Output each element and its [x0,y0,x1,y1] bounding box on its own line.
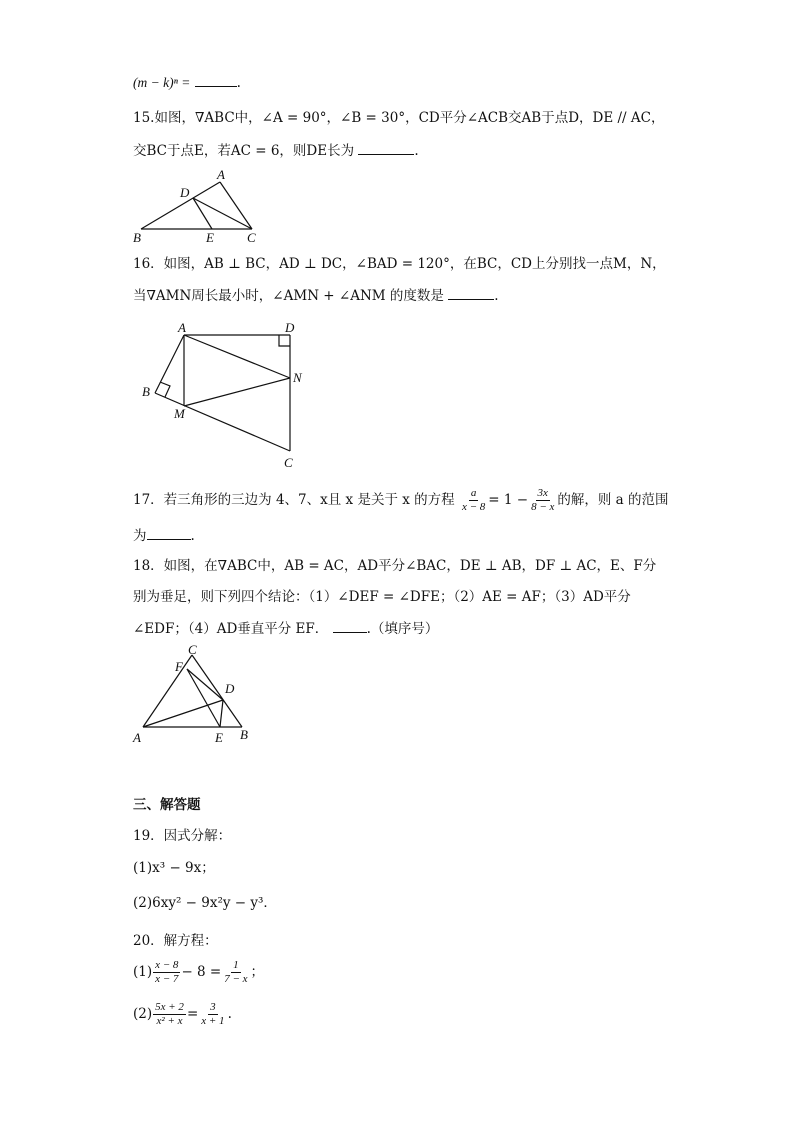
q15-label-a: A [217,167,225,182]
q17-mid: = 1 − [488,492,529,508]
q17-frac2 [529,487,556,514]
q20-p2-frac-right [199,1001,226,1028]
q16-seg-mn [184,378,290,406]
q17-frac1-num: a [470,487,477,499]
q15-label-b: B [133,230,141,245]
q18-line1: 18．如图，在∇ABC中，AB = AC，AD平分∠BAC，DE ⊥ AB，DF ⊥ AC，E、F分 [133,558,657,574]
q20-p1-end: ； [250,964,265,980]
q20-p2-den: x² + x [156,1015,183,1027]
q16-label-m: M [174,406,185,421]
q20-p1-frac-right [222,959,249,986]
q17-answer-blank[interactable] [147,525,191,540]
q18-seg-fe [187,669,220,727]
q17-frac1 [460,487,487,514]
q19-part2: (2)6xy² − 9x²y − y³． [133,895,277,911]
q18-line2: 别为垂足，则下列四个结论：（1）∠DEF = ∠DFE；（2）AE = AF；（3）AD平分 [133,589,631,605]
q14-end: . [236,75,241,91]
q15-line1: 15.如图，∇ABC中，∠A = 90°，∠B = 30°，CD平分∠ACB交AB于点D，DE // AC， [133,110,665,126]
q18-label-b: B [240,727,248,742]
q16-end: . [494,288,499,304]
q17-line2-text: 为 [133,528,147,544]
q16-answer-blank[interactable] [448,285,494,300]
q16-label-c: C [284,455,293,470]
q16-seg-an [184,335,290,378]
q20-p1-num: x − 8 [155,959,179,971]
q18-end: .（填序号） [366,621,439,637]
q15-label-e: E [206,230,214,245]
q17-frac2-den: 8 − x [531,501,555,513]
q19-part1: (1)x³ − 9x； [133,860,215,876]
q15-label-d: D [180,185,190,200]
q15-line2 [133,140,419,161]
q18-label-a: A [133,730,141,745]
q20-p1-den: x − 7 [155,973,179,985]
q18-seg-ac [143,655,192,727]
q14-tail [133,72,241,93]
section3-title: 三、解答题 [133,797,201,813]
q20-p2-rden: x + 1 [201,1015,225,1027]
q15-figure [130,165,270,247]
q15-end: . [414,143,419,159]
q14-expr: (m − k)ⁿ = [133,75,191,90]
q20-p1-frac-left [153,959,180,986]
q18-line3 [133,618,438,639]
q18-answer-blank[interactable] [333,618,367,633]
q16-right-angle-b [160,382,170,397]
q16-label-d: D [285,320,295,335]
q19-title: 19．因式分解： [133,828,232,844]
q18-label-d: D [225,681,235,696]
q17-frac2-num: 3x [537,487,548,499]
q20-title: 20．解方程： [133,933,218,949]
q20-p2-label: (2) [133,1006,153,1022]
q14-answer-blank[interactable] [195,72,237,87]
q17-post: 的解，则 a 的范围 [557,492,669,508]
q18-seg-de [220,700,223,727]
q20-p2-frac-left [153,1001,186,1028]
q20-p2-rnum: 3 [210,1001,216,1013]
q16-right-angle-d [279,335,290,346]
q20-p1-mid: − 8 = [181,964,222,980]
q18-label-c: C [188,642,197,657]
q16-line2 [133,285,498,306]
q15-line2-text: 交BC于点E，若AC = 6，则DE长为 [133,143,355,159]
q16-line2-text: 当∇AMN周长最小时，∠AMN + ∠ANM 的度数是 [133,288,444,304]
q20-p2-end: . [227,1006,232,1022]
q20-p1-rden: 7 − x [224,973,248,985]
q16-label-b: B [142,384,150,399]
q20-p2-num: 5x + 2 [155,1001,184,1013]
q18-label-f: F [175,659,183,674]
q17-line1 [133,486,669,514]
q17-end: . [190,528,195,544]
q20-part1 [133,958,264,986]
q15-label-c: C [247,230,256,245]
q16-label-a: A [178,320,186,335]
q18-figure [130,642,260,745]
q16-seg-bc [155,393,290,451]
q20-p1-rnum: 1 [233,959,239,971]
q17-pre: 17．若三角形的三边为 4、7、x且 x 是关于 x 的方程 [133,492,455,508]
q20-p1-label: (1) [133,964,153,980]
q16-figure [138,318,308,473]
q16-seg-ab [155,335,184,393]
q20-p2-mid: = [186,1006,199,1022]
q18-label-e: E [215,730,223,745]
q15-seg-ac [220,182,252,229]
q17-line2 [133,525,195,546]
q16-label-n: N [293,370,302,385]
q18-line3-text: ∠EDF；（4）AD垂直平分 EF． [133,621,329,637]
q20-part2 [133,1000,232,1028]
q15-answer-blank[interactable] [358,140,414,155]
q16-line1: 16．如图，AB ⊥ BC，AD ⊥ DC，∠BAD = 120°，在BC，CD上分别找一点M，N， [133,256,666,272]
q18-seg-ad [143,700,223,727]
q17-frac1-den: x − 8 [461,501,486,513]
